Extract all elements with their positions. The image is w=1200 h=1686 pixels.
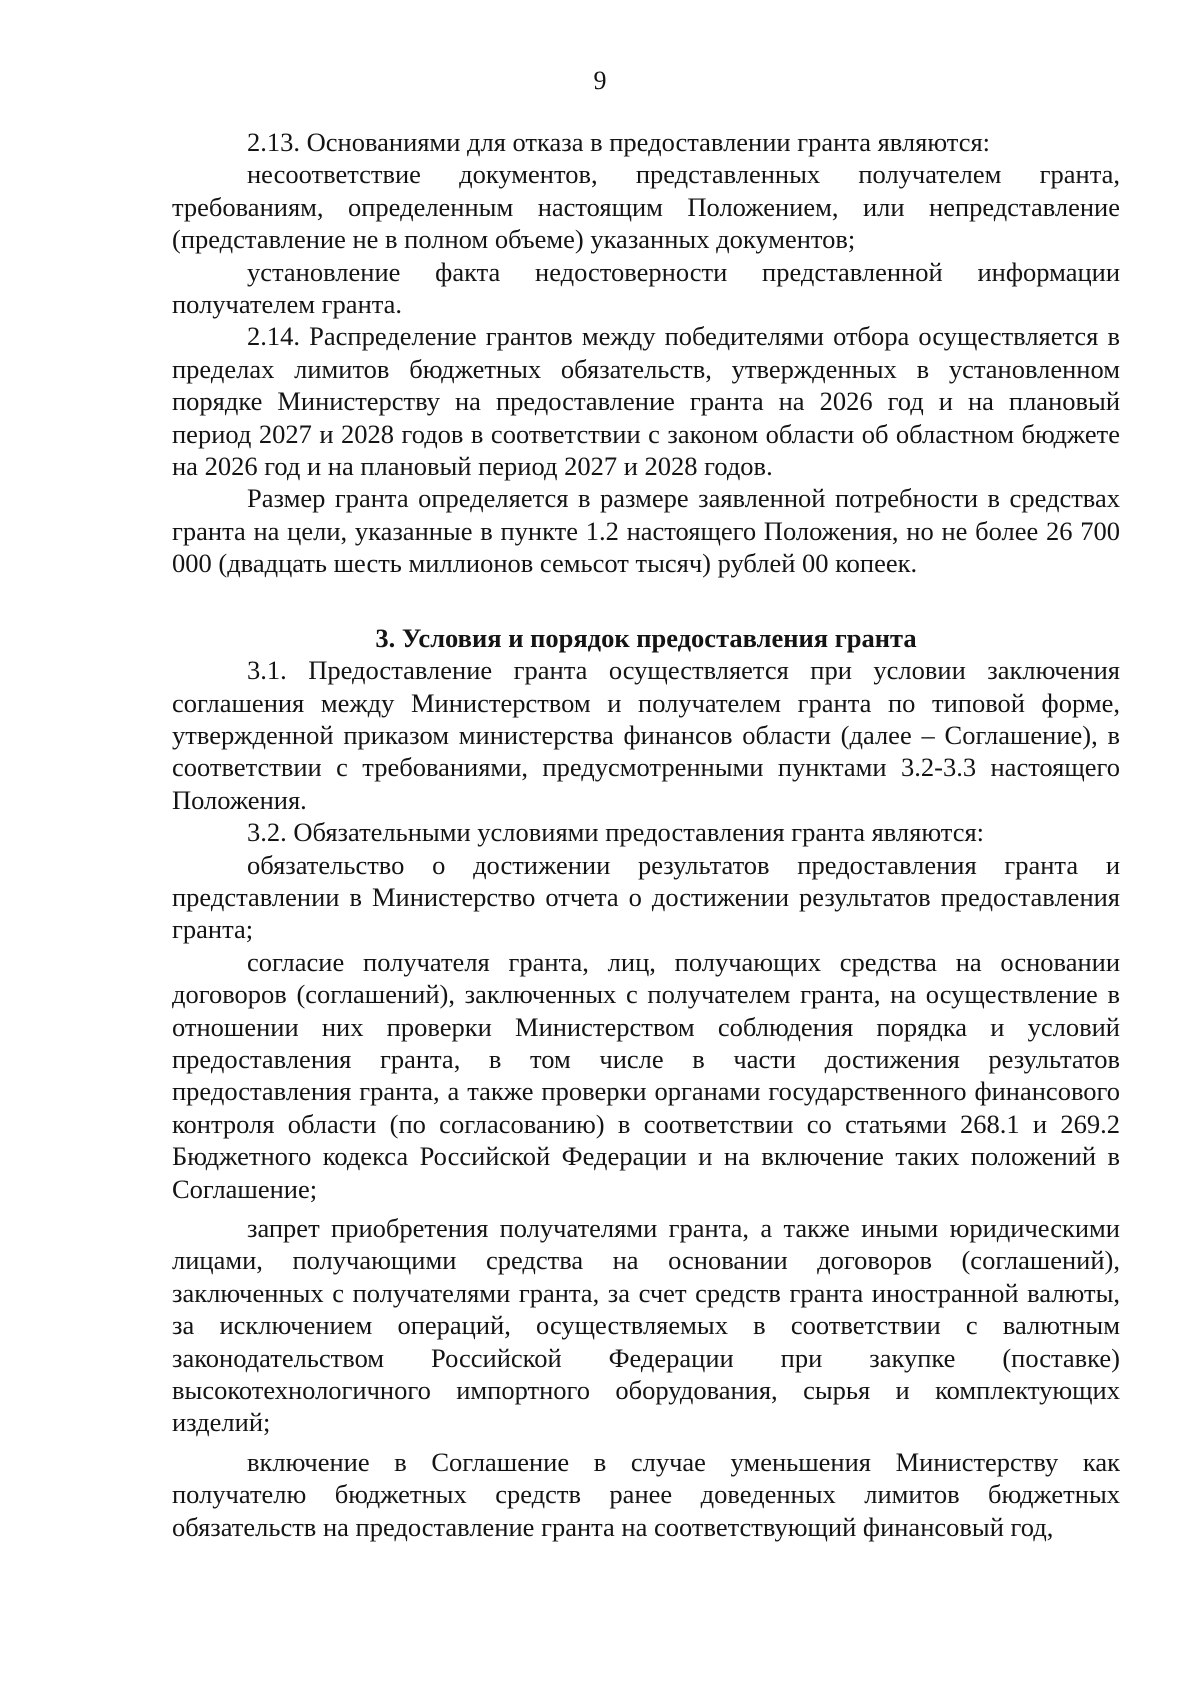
paragraph-2-13: 2.13. Основаниями для отказа в предоставлении гранта являются:	[247, 127, 991, 157]
section-3-heading: 3. Условия и порядок предоставления гранта	[375, 622, 917, 653]
paragraph-2-14-grant-size: Размер гранта определяется в размере заявленной потребности в средствах гранта на цели, указанные в пункте 1.2 настоящего Положения, но не более 26 700 000 (двадцать шесть миллионов семьсот тысяч) рублей 00 копеек.	[172, 483, 1120, 579]
paragraph-3-2-consent: согласие получателя гранта, лиц, получающих средства на основании договоров (соглашений), заключенных с получателем гранта, на осуществление в отношении них проверки Министерством соблюдения порядка и условий предоставления гранта, в том числе в части достижения результатов предоставления гранта, а также проверки органами государственного финансового контроля области (по согласованию) в соответствии со статьями 268.1 и 269.2 Бюджетного кодекса Российской Федерации и на включение таких положений в Соглашение;	[172, 946, 1120, 1204]
paragraph-2-13-reason-false-info: установление факта недостоверности представленной информации получателем гранта.	[172, 256, 1120, 320]
paragraph-3-2-prohibition: запрет приобретения получателями гранта, а также иными юридическими лицами, получающими средства на основании договоров (соглашений), заключенных с получателями гранта, за счет средств гранта иностранной валюты, за исключением операций, осуществляемых в соответствии с валютным законодательством Российской Федерации при закупке (поставке) высокотехнологичного импортного оборудования, сырья и комплектующих изделий;	[172, 1213, 1120, 1438]
document-body	[172, 126, 1120, 1543]
paragraph-3-2-inclusion: включение в Соглашение в случае уменьшения Министерству как получателю бюджетных средств ранее доведенных лимитов бюджетных обязательств на предоставление гранта на соответствующий финансовый год,	[172, 1446, 1120, 1542]
paragraph-2-14: 2.14. Распределение грантов между победителями отбора осуществляется в пределах лимитов бюджетных обязательств, утвержденных в установленном порядке Министерству на предоставление гранта на 2026 год и на плановый период 2027 и 2028 годов в соответствии с законом области об областном бюджете на 2026 год и на плановый период 2027 и 2028 годов.	[172, 321, 1120, 482]
paragraph-3-1: 3.1. Предоставление гранта осуществляется при условии заключения соглашения между Министерством и получателем гранта по типовой форме, утвержденной приказом министерства финансов области (далее – Соглашение), в соответствии с требованиями, предусмотренными пунктами 3.2-3.3 настоящего Положения.	[172, 655, 1120, 815]
paragraph-3-2: 3.2. Обязательными условиями предоставления гранта являются:	[247, 817, 985, 848]
paragraph-3-2-obligation: обязательство о достижении результатов предоставления гранта и представлении в Министерство отчета о достижении результатов предоставления гранта;	[172, 849, 1120, 945]
page-number: 9	[593, 66, 607, 95]
paragraph-2-13-reason-documents: несоответствие документов, представленных получателем гранта, требованиям, определенным настоящим Положением, или непредставление (представление не в полном объеме) указанных документов;	[172, 159, 1120, 255]
